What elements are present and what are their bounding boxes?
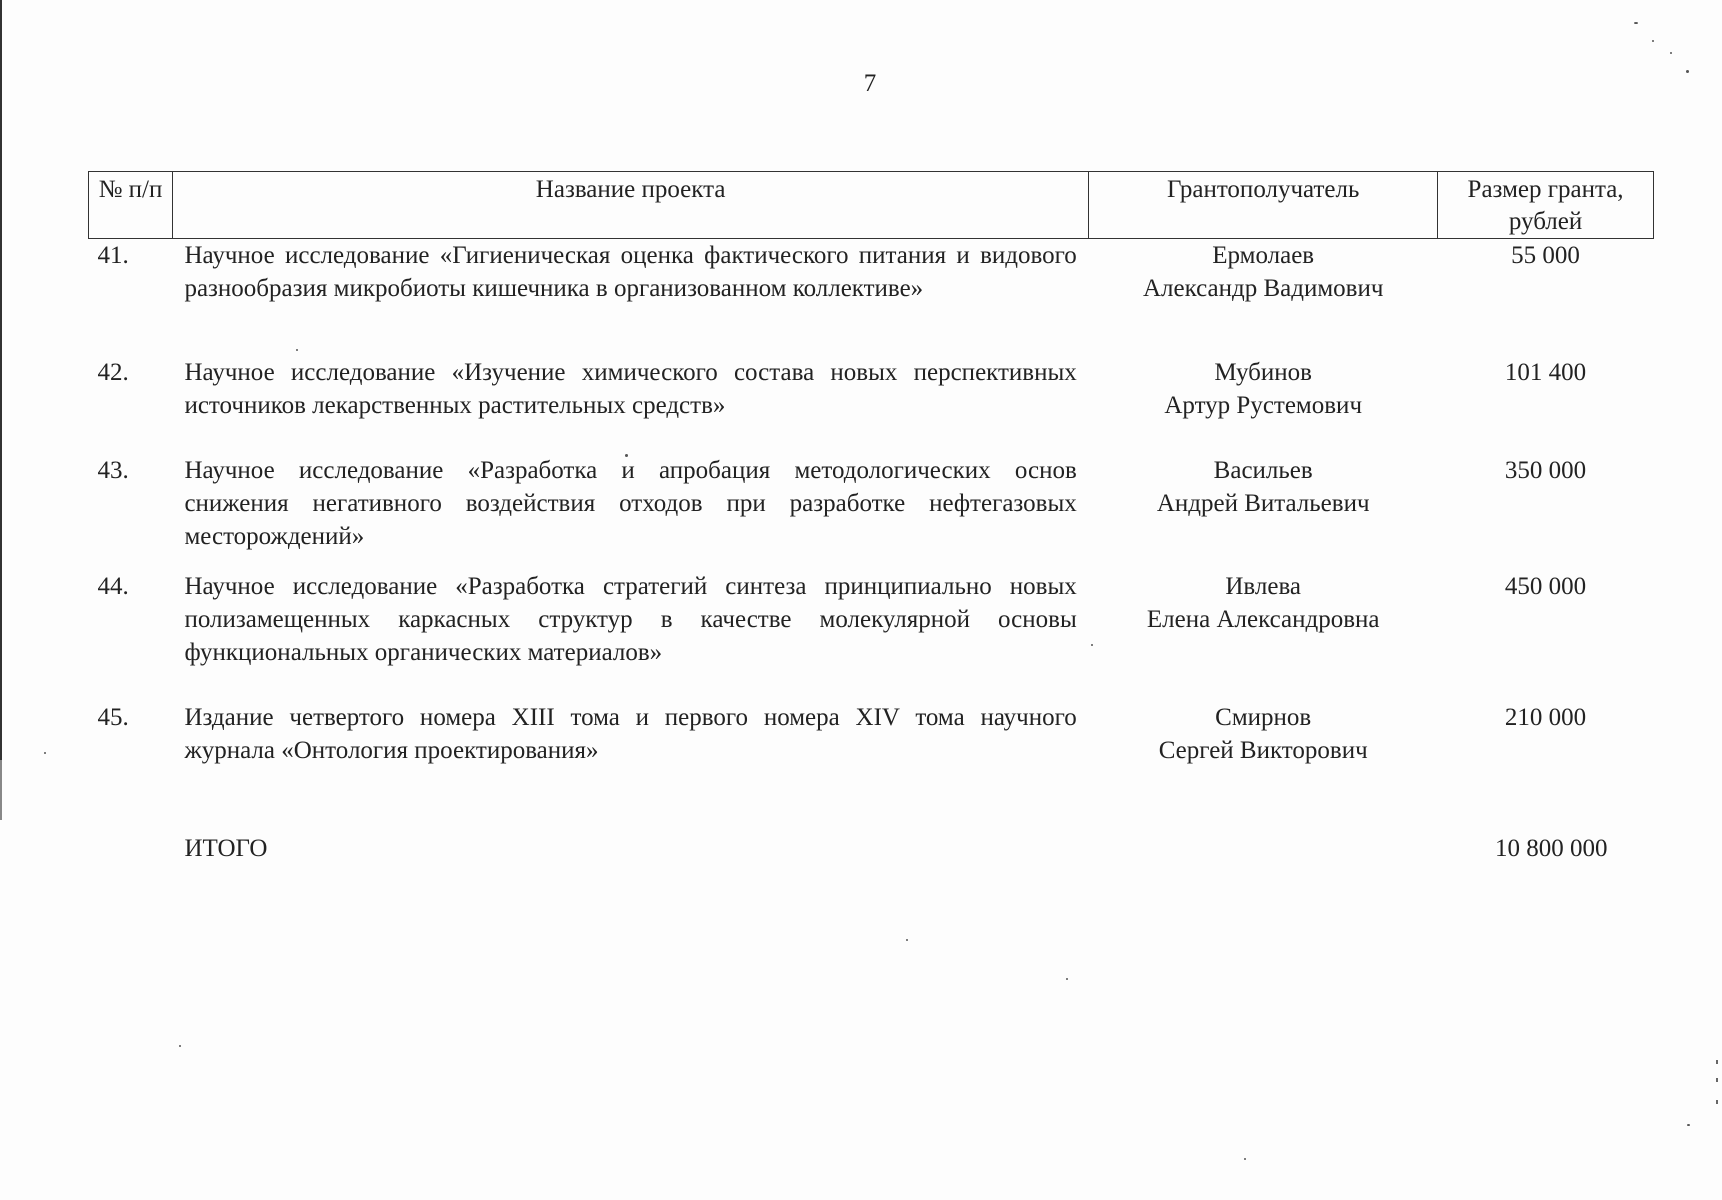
recipient (1089, 570, 1438, 701)
header-recipient: Грантополучатель (1089, 172, 1438, 239)
scan-edge-mark (1716, 1060, 1718, 1064)
scan-speck (906, 939, 908, 941)
table-row (89, 570, 1654, 701)
scan-edge-mark (0, 0, 2, 760)
total-amount: 10 800 000 (1495, 835, 1608, 862)
header-number: № п/п (89, 172, 173, 239)
grant-amount: 55 000 (1511, 242, 1580, 269)
recipient (1089, 356, 1438, 454)
total-row (89, 799, 1654, 865)
scan-speck (1670, 52, 1672, 54)
row-number: 43. (97, 457, 129, 484)
recipient (1089, 239, 1438, 357)
table-row (89, 701, 1654, 799)
scan-speck (44, 752, 46, 754)
grants-table (88, 171, 1654, 865)
total-label: ИТОГО (184, 835, 268, 862)
recipient-last-name: Ивлева (1225, 573, 1302, 600)
recipient-first-name: Александр Вадимович (1142, 275, 1384, 302)
total-spacer (1089, 799, 1438, 865)
scan-speck (1066, 978, 1068, 980)
page-number: 7 (863, 70, 877, 97)
grant-amount: 350 000 (1504, 457, 1587, 484)
table-header-row (89, 172, 1654, 239)
row-number: 41. (97, 242, 129, 269)
recipient (1089, 701, 1438, 799)
recipient-first-name: Сергей Викторович (1158, 737, 1368, 764)
recipient-last-name: Смирнов (1215, 704, 1312, 731)
scan-edge-mark (1716, 1078, 1718, 1082)
total-spacer (89, 799, 173, 865)
recipient-first-name: Андрей Витальевич (1156, 490, 1370, 517)
table-row (89, 239, 1654, 357)
grant-amount: 101 400 (1504, 359, 1587, 386)
recipient-last-name: Васильев (1213, 457, 1313, 484)
row-number: 44. (97, 573, 129, 600)
row-number: 42. (97, 359, 129, 386)
recipient-first-name: Артур Рустемович (1164, 392, 1363, 419)
scan-speck (1687, 1124, 1690, 1126)
scan-speck (179, 1045, 181, 1047)
scan-edge-mark (0, 760, 2, 820)
grant-amount: 450 000 (1504, 573, 1587, 600)
project-name: Издание четвертого номера XIII тома и первого номера XIV тома научного журнала «Онтология проектирования» (184, 704, 1077, 764)
scan-speck (1244, 1158, 1246, 1160)
scan-speck (1634, 22, 1638, 24)
project-name: Научное исследование «Изучение химического состава новых перспективных источников лекарственных растительных средств» (184, 359, 1077, 419)
header-grant-amount: Размер гранта, рублей (1438, 172, 1654, 239)
project-name: Научное исследование «Разработка стратегий синтеза принципиально новых полизамещенных каркасных структур в качестве молекулярной основы функциональных органических материалов» (184, 573, 1077, 666)
recipient-last-name: Ермолаев (1212, 242, 1315, 269)
recipient-first-name: Елена Александровна (1146, 606, 1380, 633)
scan-edge-mark (1716, 1100, 1718, 1104)
recipient (1089, 454, 1438, 570)
row-number: 45. (97, 704, 129, 731)
scan-speck (1652, 40, 1654, 42)
table-row (89, 454, 1654, 570)
grant-amount: 210 000 (1504, 704, 1587, 731)
project-name: Научное исследование «Разработка и апробация методологических основ снижения негативного воздействия отходов при разработке нефтегазовых месторождений» (184, 457, 1077, 550)
header-project-name: Название проекта (172, 172, 1088, 239)
table-row (89, 356, 1654, 454)
recipient-last-name: Мубинов (1214, 359, 1312, 386)
project-name: Научное исследование «Гигиеническая оценка фактического питания и видового разнообразия микробиоты кишечника в организованном коллективе» (184, 242, 1077, 302)
